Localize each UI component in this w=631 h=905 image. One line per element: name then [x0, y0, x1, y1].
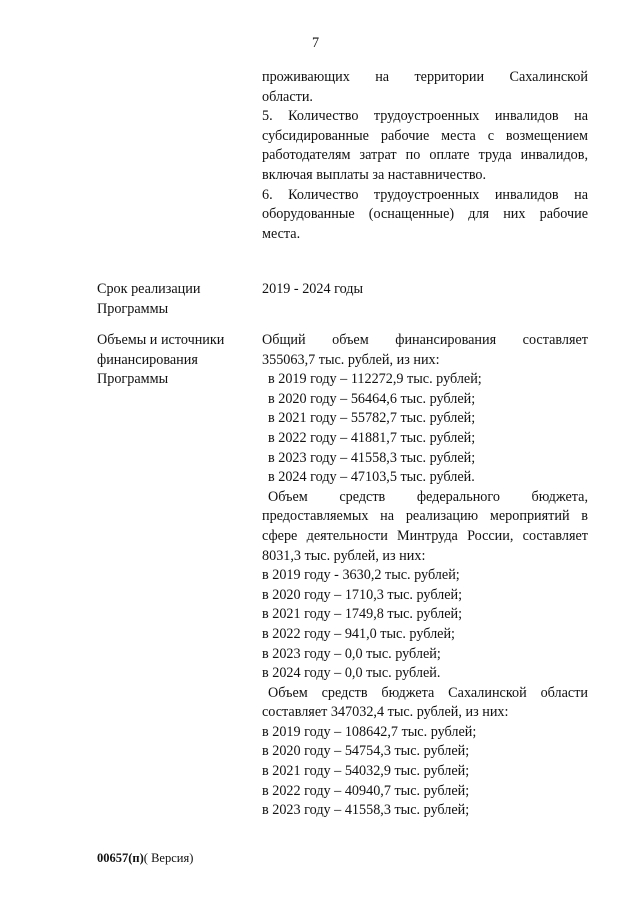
text-line: в 2023 году – 0,0 тыс. рублей;	[262, 645, 441, 662]
label-line: Программы	[97, 300, 169, 317]
label-line: финансирования	[97, 351, 198, 368]
text-line: в 2022 году – 41881,7 тыс. рублей;	[268, 429, 476, 446]
funding-label	[97, 331, 247, 390]
label-line: Программы	[97, 371, 169, 388]
text-line: в 2021 году – 1749,8 тыс. рублей;	[262, 606, 463, 623]
page-number: 7	[311, 35, 320, 51]
text-line: в 2023 году – 41558,3 тыс. рублей;	[262, 802, 470, 819]
text-line: в 2020 году – 56464,6 тыс. рублей;	[268, 390, 476, 407]
footer-code-number: 00657(п)	[97, 851, 144, 865]
text-line: включая выплаты за наставничество.	[262, 166, 487, 183]
text-line: в 2021 году – 54032,9 тыс. рублей;	[262, 763, 470, 780]
text-line: места.	[262, 225, 301, 242]
text-line: в 2020 году – 1710,3 тыс. рублей;	[262, 586, 463, 603]
text-line: в 2024 году – 47103,5 тыс. рублей.	[268, 469, 475, 486]
text-line: в 2020 году – 54754,3 тыс. рублей;	[262, 743, 470, 760]
text-line: предоставляемых на реализацию мероприятий в	[262, 508, 588, 525]
text-line: области.	[262, 88, 313, 105]
label-line: Объемы и источники	[97, 332, 225, 348]
text-line: в 2022 году – 40940,7 тыс. рублей;	[262, 782, 470, 799]
term-label	[97, 280, 247, 319]
text-line: в 2021 году – 55782,7 тыс. рублей;	[268, 410, 476, 427]
text-line: оборудованные (оснащенные) для них рабочие	[262, 206, 588, 223]
text-line: 355063,7 тыс. рублей, из них:	[262, 351, 440, 368]
funding-text	[262, 331, 588, 821]
label-line: Срок реализации	[97, 281, 201, 297]
text-line: в 2019 году - 3630,2 тыс. рублей;	[262, 567, 460, 584]
text-line: в 2019 году – 108642,7 тыс. рублей;	[262, 723, 477, 740]
text-line: 8031,3 тыс. рублей, из них:	[262, 547, 426, 564]
text-line: 5. Количество трудоустроенных инвалидов на	[262, 108, 588, 125]
footer-code	[97, 849, 193, 869]
text-line: в 2022 году – 941,0 тыс. рублей;	[262, 625, 455, 642]
text-line: составляет 347032,4 тыс. рублей, из них:	[262, 704, 509, 721]
term-value: 2019 - 2024 годы	[262, 281, 364, 297]
text-line: в 2019 году – 112272,9 тыс. рублей;	[268, 371, 482, 388]
text-line: в 2024 году – 0,0 тыс. рублей.	[262, 665, 441, 682]
text-line: 6. Количество трудоустроенных инвалидов на	[262, 186, 588, 203]
text-line: субсидированные рабочие места с возмещением	[262, 127, 588, 144]
text-line: Объем средств федерального бюджета,	[268, 488, 588, 505]
text-line: в 2023 году – 41558,3 тыс. рублей;	[268, 449, 476, 466]
footer-version: ( Версия)	[143, 851, 194, 865]
text-line: сфере деятельности Минтруда России, составляет	[262, 527, 588, 544]
text-line: проживающих на территории Сахалинской	[262, 69, 588, 85]
top-section-text	[262, 68, 588, 244]
term-value-block	[262, 280, 588, 300]
text-line: Общий объем финансирования составляет	[262, 332, 588, 348]
text-line: Объем средств бюджета Сахалинской области	[268, 684, 588, 701]
text-line: работодателям затрат по оплате труда инвалидов,	[262, 147, 588, 164]
